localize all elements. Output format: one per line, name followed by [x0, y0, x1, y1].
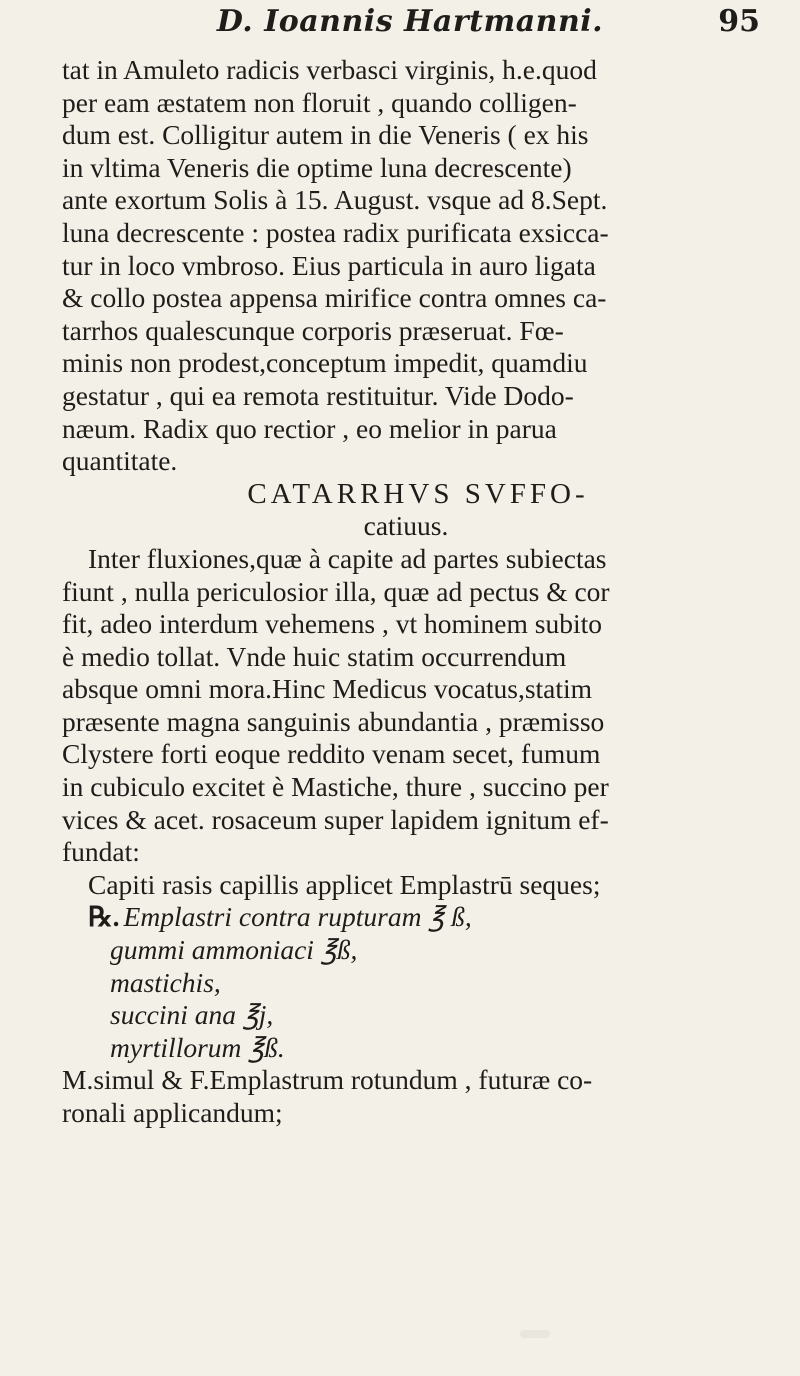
recipe-ingredient: succini ana ℥j,	[110, 999, 274, 1031]
text-line: næum. Radix quo rectior , eo melior in parua	[62, 412, 557, 444]
paper-smudge	[520, 1330, 550, 1338]
text-line: in vltima Veneris die optime luna decrescente)	[62, 151, 572, 183]
text-line: vices & acet. rosaceum super lapidem ignitum ef-	[62, 803, 609, 835]
text-line: fit, adeo interdum vehemens , vt hominem subito	[62, 608, 602, 640]
text-line: M.simul & F.Emplastrum rotundum , futuræ co-	[62, 1064, 593, 1096]
closing-instruction	[62, 1064, 780, 1129]
recipe-ingredient: gummi ammoniaci ℥ß,	[110, 934, 358, 966]
text-line: & collo postea appensa mirifice contra omnes ca-	[62, 282, 607, 314]
recipe-ingredient: mastichis,	[110, 966, 221, 998]
text-line: absque omni mora.Hinc Medicus vocatus,statim	[62, 673, 593, 705]
body-text	[62, 54, 780, 1130]
recipe-line	[62, 901, 780, 934]
text-line: præsente magna sanguinis abundantia , præmisso	[62, 705, 605, 737]
paragraph-amuletum	[62, 54, 780, 478]
text-line: è medio tollat. Vnde huic statim occurrendum	[62, 640, 567, 672]
text-line: ante exortum Solis à 15. August. vsque ad 8.Sept.	[62, 184, 608, 216]
text-line: ronali applicandum;	[62, 1097, 283, 1128]
text-line: Clystere forti eoque reddito venam secet, fumum	[62, 738, 601, 770]
recipe-ingredient: myrtillorum ℥ß.	[110, 1031, 285, 1063]
text-line: tur in loco vmbroso. Eius particula in auro ligata	[62, 249, 596, 281]
text-line: minis non prodest,conceptum impedit, quamdiu	[62, 347, 588, 379]
text-line: luna decrescente : postea radix purificata exsicca-	[62, 216, 609, 248]
text-line: quantitate.	[62, 445, 178, 477]
text-line: in cubiculo excitet è Mastiche, thure , succino per	[62, 771, 609, 803]
text-line: per eam æstatem non floruit , quando colligen-	[62, 86, 577, 118]
page-number: 95	[718, 4, 760, 39]
section-heading-continuation: catiuus.	[363, 510, 449, 542]
text-line: Capiti rasis capillis applicet Emplastrū seques;	[88, 868, 601, 900]
recipe-ingredient: Emplastri contra rupturam ℥ ß,	[123, 901, 472, 933]
running-head	[60, 4, 760, 44]
text-line: Inter fluxiones,quæ à capite ad partes subiectas	[88, 542, 607, 574]
text-line: fiunt , nulla periculosior illa, quæ ad pectus & cor	[62, 575, 610, 607]
text-line: gestatur , qui ea remota restituitur. Vide Dodo-	[62, 379, 574, 411]
text-line: fundat:	[62, 836, 140, 868]
recipe	[62, 901, 780, 1064]
text-line: tat in Amuleto radicis verbasci virginis, h.e.quod	[62, 54, 597, 85]
section-heading: CATARRHVS SVFFO-	[247, 477, 589, 510]
paragraph-catarrhus	[62, 543, 780, 869]
text-line: tarrhos qualescunque corporis præseruat. Fœ-	[62, 314, 564, 346]
running-head-title: D. Ioannis Hartmanni.	[216, 4, 604, 39]
text-line: dum est. Colligitur autem in die Veneris ( ex his	[62, 119, 589, 151]
recipe-rx-symbol: ℞.	[88, 901, 120, 933]
